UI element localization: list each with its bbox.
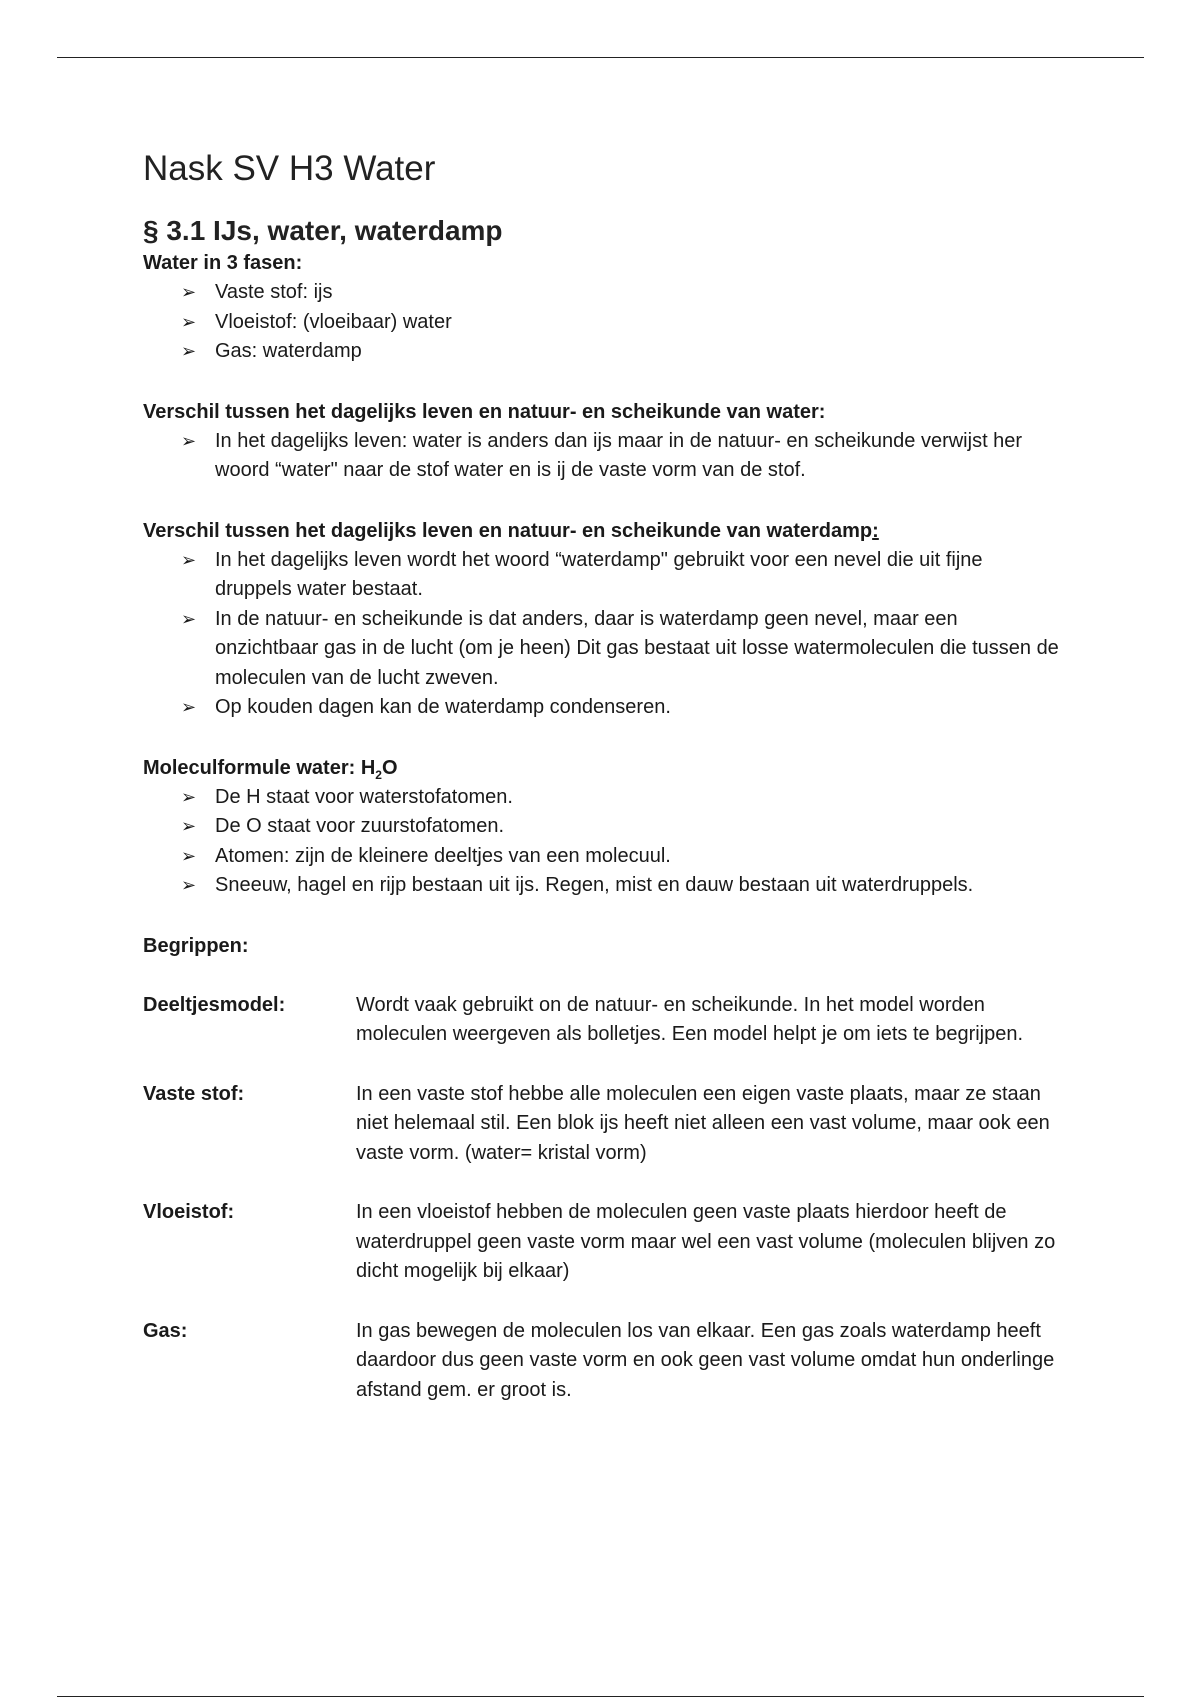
list-item	[143, 308, 1063, 338]
arrow-bullet-icon: ➢	[181, 697, 197, 717]
list-item-text: In de natuur- en scheikunde is dat anders, daar is waterdamp geen nevel, maar een onzichtbaar gas in de lucht (om je heen) Dit gas bestaat uit losse watermoleculen die tussen de moleculen van de lucht zweven.	[215, 607, 1059, 689]
list-item-text: Vaste stof: ijs	[215, 281, 333, 303]
footer-rule	[57, 1696, 1144, 1697]
list-item-text: Sneeuw, hagel en rijp bestaan uit ijs. Regen, mist en dauw bestaan uit waterdruppels.	[215, 874, 974, 896]
arrow-bullet-icon: ➢	[181, 311, 197, 332]
difference-water-heading: Verschil tussen het dagelijks leven en natuur- en scheikunde van water:	[143, 400, 826, 423]
list-item	[143, 605, 1063, 694]
term-row	[143, 991, 1063, 1050]
arrow-bullet-icon: ➢	[181, 341, 197, 361]
list-item	[143, 812, 1063, 842]
list-item	[143, 871, 1063, 901]
list-item-text: Op kouden dagen kan de waterdamp condenseren.	[215, 696, 671, 718]
list-item-text: De H staat voor waterstofatomen.	[215, 785, 513, 808]
difference-water-list	[143, 427, 1063, 486]
term-row	[143, 1317, 1063, 1406]
subscript: 2	[375, 767, 382, 782]
list-item-text: Atomen: zijn de kleinere deeltjes van een molecuul.	[215, 844, 671, 867]
arrow-bullet-icon: ➢	[181, 282, 197, 302]
list-item	[143, 842, 1063, 872]
document-title: Nask SV H3 Water	[143, 149, 436, 188]
list-item	[143, 427, 1063, 486]
term-label: Deeltjesmodel:	[143, 993, 286, 1016]
term-label: Gas:	[143, 1319, 188, 1342]
list-item-text: De O staat voor zuurstofatomen.	[215, 815, 505, 837]
term-definition: In gas bewegen de moleculen los van elkaar. Een gas zoals waterdamp heeft daardoor dus geen vaste vorm en ook geen vast volume omdat hun onderlinge afstand gem. er groot is.	[356, 1319, 1055, 1401]
term-label: Vloeistof:	[143, 1201, 235, 1223]
heading-text: Moleculformule water: H	[143, 756, 376, 779]
list-item	[143, 693, 1063, 723]
arrow-bullet-icon: ➢	[181, 786, 197, 807]
term-row	[143, 1198, 1063, 1287]
term-row	[143, 1080, 1063, 1169]
terms-heading: Begrippen:	[143, 934, 249, 957]
arrow-bullet-icon: ➢	[181, 816, 197, 836]
list-item-text: In het dagelijks leven: water is anders dan ijs maar in de natuur- en scheikunde verwijst her woord “water" naar de stof water en is ij de vaste vorm van de stof.	[215, 429, 1023, 481]
arrow-bullet-icon: ➢	[181, 608, 197, 629]
difference-vapour-list	[143, 546, 1063, 723]
list-item	[143, 546, 1063, 605]
term-definition: In een vaste stof hebbe alle moleculen een eigen vaste plaats, maar ze staan niet helemaal stil. Een blok ijs heeft niet alleen een vast volume, maar ook een vaste vorm. (water= kristal vorm)	[356, 1082, 1050, 1164]
arrow-bullet-icon: ➢	[181, 875, 197, 895]
list-item	[143, 337, 1063, 367]
molecular-formula-list	[143, 783, 1063, 901]
molecular-formula-heading	[143, 753, 1063, 783]
heading-colon: :	[872, 519, 879, 542]
arrow-bullet-icon: ➢	[181, 430, 197, 451]
term-label: Vaste stof:	[143, 1082, 245, 1105]
term-definition: Wordt vaak gebruikt on de natuur- en scheikunde. In het model worden moleculen weergeven als bolletjes. Een model helpt je om iets te begrijpen.	[356, 993, 1024, 1045]
heading-text: Verschil tussen het dagelijks leven en natuur- en scheikunde van waterdamp	[143, 519, 873, 542]
section-title: § 3.1 IJs, water, waterdamp	[143, 215, 503, 246]
arrow-bullet-icon: ➢	[181, 549, 197, 570]
list-item-text: In het dagelijks leven wordt het woord “waterdamp" gebruikt voor een nevel die uit fijne druppels water bestaat.	[215, 548, 983, 600]
document-body	[143, 146, 1063, 1405]
heading-end: O	[381, 756, 398, 779]
list-item-text: Gas: waterdamp	[215, 340, 362, 362]
header-rule	[57, 57, 1144, 58]
phases-heading: Water in 3 fasen:	[143, 252, 303, 274]
difference-vapour-heading	[143, 516, 1063, 546]
list-item	[143, 783, 1063, 813]
list-item-text: Vloeistof: (vloeibaar) water	[215, 310, 452, 333]
arrow-bullet-icon: ➢	[181, 845, 197, 866]
term-definition: In een vloeistof hebben de moleculen geen vaste plaats hierdoor heeft de waterdruppel geen vaste vorm maar wel een vast volume (moleculen blijven zo dicht mogelijk bij elkaar)	[356, 1201, 1056, 1282]
phases-list	[143, 278, 1063, 367]
list-item	[143, 278, 1063, 308]
